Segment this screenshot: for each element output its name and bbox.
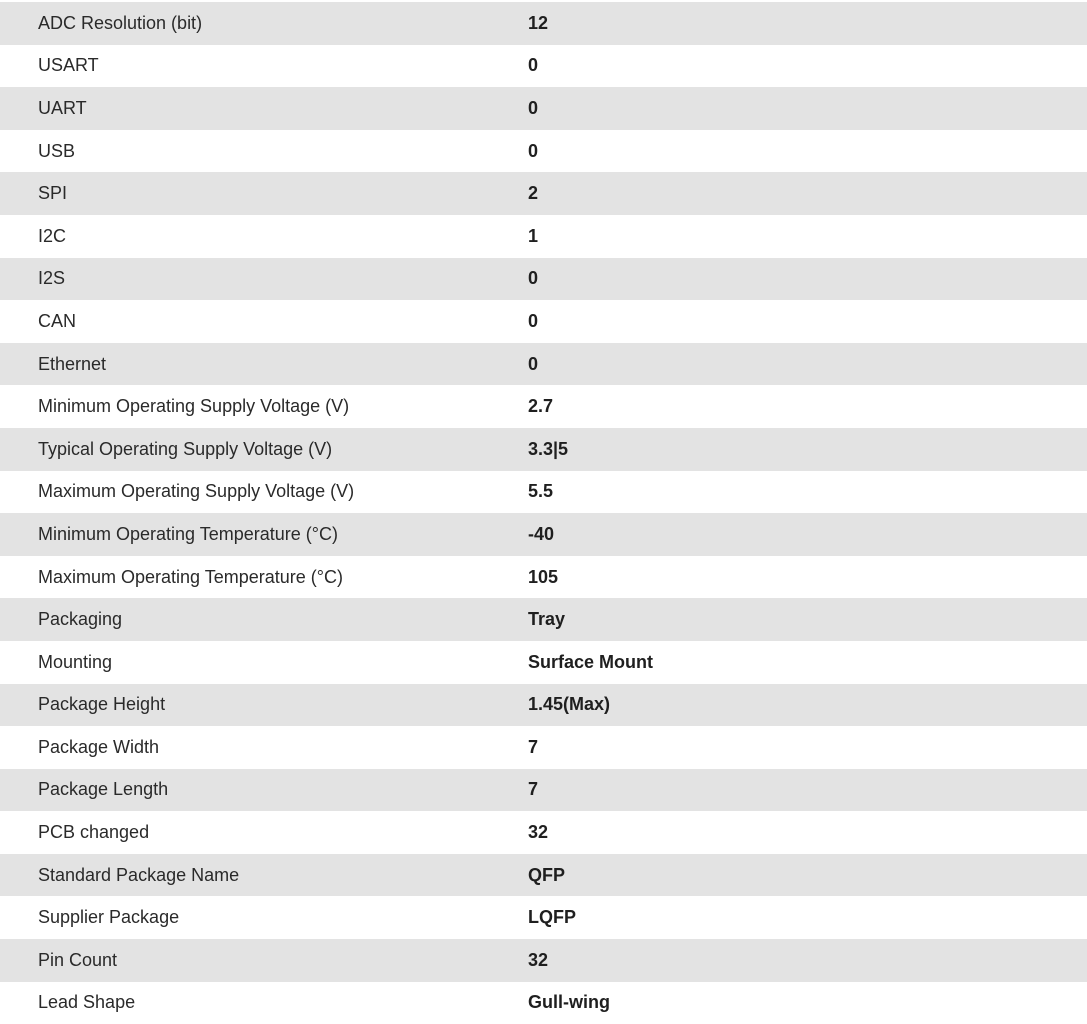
spec-value: 0	[528, 140, 539, 161]
spec-row-ethernet	[0, 343, 1087, 386]
spec-row-pin-count	[0, 939, 1087, 982]
spec-label: Standard Package Name	[38, 864, 240, 885]
spec-row-packaging	[0, 598, 1087, 641]
spec-label: Minimum Operating Temperature (°C)	[38, 523, 338, 544]
spec-label: Maximum Operating Supply Voltage (V)	[38, 481, 355, 502]
spec-row-pcb-changed	[0, 811, 1087, 854]
spec-value: 0	[528, 310, 539, 331]
spec-row-can	[0, 300, 1087, 343]
spec-label: Ethernet	[38, 353, 107, 374]
spec-row-uart	[0, 87, 1087, 130]
spec-row-package-length	[0, 769, 1087, 812]
spec-row-lead-shape	[0, 982, 1087, 1024]
spec-row-usart	[0, 45, 1087, 88]
spec-value: 32	[528, 822, 549, 843]
spec-value: QFP	[528, 864, 566, 885]
spec-row-i2c	[0, 215, 1087, 258]
spec-value: 0	[528, 353, 539, 374]
spec-value: Surface Mount	[528, 651, 654, 672]
spec-label: I2C	[38, 225, 67, 246]
spec-label: SPI	[38, 183, 68, 204]
spec-value: LQFP	[528, 907, 576, 928]
spec-label: Pin Count	[38, 949, 118, 970]
spec-value: 1	[528, 225, 539, 246]
spec-row-i2s	[0, 258, 1087, 301]
spec-row-spi	[0, 172, 1087, 215]
spec-row-adc-resolution	[0, 2, 1087, 45]
spec-value: 7	[528, 779, 539, 800]
spec-label: Minimum Operating Supply Voltage (V)	[38, 396, 350, 417]
spec-row-package-width	[0, 726, 1087, 769]
spec-value: 0	[528, 55, 539, 76]
spec-row-min-supply-voltage	[0, 385, 1087, 428]
spec-label: Lead Shape	[38, 992, 136, 1013]
spec-value: 2.7	[528, 396, 554, 417]
spec-label: Typical Operating Supply Voltage (V)	[38, 438, 333, 459]
spec-value: 12	[528, 12, 549, 33]
spec-value: 0	[528, 268, 539, 289]
spec-label: Packaging	[38, 609, 123, 630]
spec-label: Maximum Operating Temperature (°C)	[38, 566, 343, 587]
spec-label: ADC Resolution (bit)	[38, 12, 203, 33]
spec-row-package-height	[0, 684, 1087, 727]
spec-value: 32	[528, 949, 549, 970]
spec-value: Tray	[528, 609, 566, 630]
spec-row-max-supply-voltage	[0, 471, 1087, 514]
spec-value: 105	[528, 566, 559, 587]
spec-label: PCB changed	[38, 822, 150, 843]
spec-label: USB	[38, 140, 76, 161]
spec-row-min-temp	[0, 513, 1087, 556]
spec-row-standard-package-name	[0, 854, 1087, 897]
spec-label: Package Width	[38, 736, 160, 757]
spec-row-supplier-package	[0, 896, 1087, 939]
spec-value: -40	[528, 523, 555, 544]
spec-row-usb	[0, 130, 1087, 173]
spec-label: Package Height	[38, 694, 166, 715]
spec-value: 2	[528, 183, 539, 204]
spec-row-typ-supply-voltage	[0, 428, 1087, 471]
spec-value: 7	[528, 736, 539, 757]
spec-label: UART	[38, 97, 87, 118]
spec-label: CAN	[38, 310, 77, 331]
spec-label: Mounting	[38, 651, 113, 672]
spec-label: Package Length	[38, 779, 169, 800]
spec-row-max-temp	[0, 556, 1087, 599]
spec-value: 5.5	[528, 481, 554, 502]
spec-label: Supplier Package	[38, 907, 180, 928]
spec-label: I2S	[38, 268, 66, 289]
spec-value: Gull-wing	[528, 992, 610, 1013]
spec-row-mounting	[0, 641, 1087, 684]
spec-value: 3.3|5	[528, 438, 569, 459]
spec-label: USART	[38, 55, 99, 76]
spec-value: 1.45(Max)	[528, 694, 611, 715]
spec-value: 0	[528, 97, 539, 118]
